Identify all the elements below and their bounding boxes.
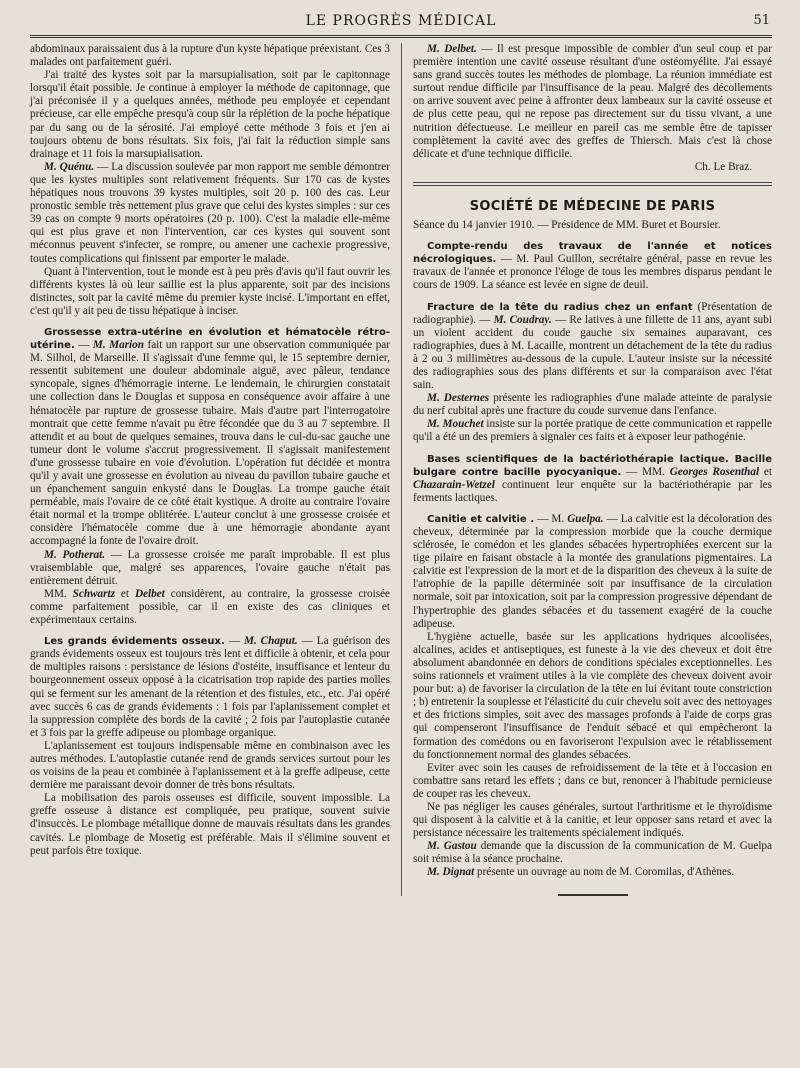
speech-text: — Re latives à une fillette de 11 ans, ayant subi un violent accident du coude gauche six semaines auparavant, ces radiographies, dues à M. Lacaille, montrent un détachement de la tête du radius à 2 ou 3 millimètres au-dessous de la cupule. L'auteur insiste sur la nécessité des radiographies sous des plans différents et sur la comparaison avec l'état sain. bbox=[413, 313, 772, 392]
paragraph bbox=[30, 161, 390, 266]
text-fragment: (Présentation de radiographie). — bbox=[413, 300, 773, 326]
end-rule bbox=[558, 894, 628, 896]
page-header bbox=[30, 10, 772, 32]
paragraph: Eviter avec soin les causes de refroidissement de la tête et à l'occasion en combattre sans retard les effets ; dans ce but, renoncer à l'habitude pernicieuse de couper ras les cheveux. bbox=[413, 761, 772, 800]
speaker-name: Delbet bbox=[134, 587, 165, 600]
paragraph bbox=[413, 301, 772, 393]
section-heading: Fracture de la tête du radius chez un enfant bbox=[427, 301, 693, 313]
section-rule bbox=[413, 182, 772, 183]
speaker-name: Chazarain-Wetzel bbox=[413, 478, 495, 491]
paragraph bbox=[413, 418, 772, 444]
speaker-name: M. Marion bbox=[92, 339, 144, 352]
paragraph bbox=[413, 240, 772, 292]
session-date: Séance du 14 janvier 1910. — Présidence de MM. Buret et Boursier. bbox=[413, 219, 721, 232]
speaker-name: M. Delbet. bbox=[427, 43, 477, 55]
text-fragment: MM. bbox=[44, 587, 73, 600]
paragraph: Grossesse extra-utérine en évolution et hématocèle rétro-utérine. — M. Marion fait un rapport sur une observation communiquée par M. Silhol, de Marseille. Il s'agissait d'une femme qui, le 15 septembre dernier, ressentit subitement une douleur abdominale aiguë, avec pâleur, tendance syncopale, signes d'hémorragie interne. Le lendemain, le chirurgien constatait une collection dans le Douglas et supposa en conséquence avoir affaire à une hématocèle par rupture de grossesse tubaire. Mais d'autre part l'interrogatoire montrait que cette femme n'avait pu être fécondée que du 3 au 7 septembre. Il attendit et au bout de quelques semaines, trouva dans le cul-du-sac gauche une tumeur dont le volume s'accrut progressivement. Il s'agissait manifestement d'une grossesse tubaire en voie d'évolution. L'opération fut décidée et montra qu'il y avait une grossesse en évolution au niveau du pavillon tubaire gauche et un épanchement sanguin enkysté dans le Douglas. La trompe gauche était perméable, mais l'ovaire de ce côté était kystique. A droite au contraire l'ovaire était normal et la trompe oblitérée. L'auteur conclut à une grossesse croisée et considère l'hématocèle comme due à une hémorragie abondante ayant accompagné la fonte de l'ovaire droit. bbox=[30, 326, 390, 548]
speaker-name: M. Dignat bbox=[427, 866, 475, 879]
speaker-name: M. Chaput. bbox=[243, 635, 298, 648]
section-heading: Compte-rendu des travaux de l'année et notices nécrologiques. bbox=[413, 241, 772, 266]
signature: Ch. Le Braz. bbox=[694, 160, 752, 173]
text-fragment: — M. bbox=[534, 512, 568, 525]
text-fragment: et bbox=[759, 465, 772, 478]
journal-title: LE PROGRÈS MÉDICAL bbox=[305, 13, 497, 29]
speech-text: — La calvitie est la décoloration des cheveux, déterminée par la compression morbide que la couche dermique sclérosée, le comédon et les glandes sébacées hypertrophiées exercent sur la tige pilaire en faisant obstacle à la montée des granulations pigmentaires. La calvitie est l'expression de la mort et de la disparition des cheveux à la suite de l'atrophie de la papille déterminée soit par insuffisance de la circulation normale, soit par intoxication, soit par la compression progressive dépendant de l'hypertrophie des glandes sébacées et du tassement exagéré de la couche adipeuse. bbox=[413, 512, 772, 630]
speech-text: — M. Paul Guillon, secrétaire général, passe en revue les travaux de l'année et prononce l'éloge de tous les membres disparus pendant le cours de 1909. La séance est levée en signe de deuil. bbox=[413, 253, 772, 292]
speaker-name: Georges Rosenthal bbox=[669, 465, 760, 478]
speech-text: insiste sur la portée pratique de cette communication et rappelle qu'il a été un des premiers à signaler ces faits et à exposer leur pathogénie. bbox=[413, 418, 773, 444]
speaker-name: Guelpa. bbox=[567, 512, 604, 525]
paragraph bbox=[30, 549, 390, 588]
paragraph: La mobilisation des parois osseuses est difficile, souvent impossible. La greffe osseuse à distance est compliquée, peu pratique, souvent suivie d'insuccès. Le plombage métallique donne de mauvais résultats dans les grandes cavités. Le plombage de Mosetig est préférable. Mais il s'élimine souvent et peut parfois être toxique. bbox=[30, 792, 390, 857]
paragraph: L'hygiène actuelle, basée sur les applications hydriques alcoolisées, alcalines, acides et antiseptiques, est funeste à la vie des cheveux et doit être absolument abandonnée en dehors de conditions spéciales exceptionnelles. Les soins rationnels et vraiment utiles à la vie complète des cheveux doivent avoir pour but: a) de favoriser la circulation de la tête en lui évitant toute constriction ; b) entretenir la souplesse et l'élasticité du cuir chevelu soit avec des nettoyages et des frictions simples, soit avec des massages profonds à l'aide de corps gras qui compenseront l'insuffisance de l'enduit sébacé et qui empêcheront la formation des comédons ou en favoriseront l'expulsion avec le rétablissement du fonctionnement normal des glandes sébacées. bbox=[413, 630, 772, 761]
paragraph bbox=[30, 588, 390, 627]
speaker-name: Schwartz bbox=[72, 587, 115, 600]
paragraph: L'aplanissement est toujours indispensable même en combinaison avec les autres méthodes. L'autoplastie cutanée rend de grands services surtout pour les os voisins de la peau et combinée à l'aplanissement et à la greffe adipeuse, cette dernière me paraissant devoir donner de très bons résultats. bbox=[30, 739, 390, 792]
text-fragment: et bbox=[114, 587, 135, 600]
speech-text: — Il est presque impossible de combler d'un seul coup et par première intention une cavité osseuse résultant d'une ostéomyélite. J'ai essayé sans grand succès toutes les méthodes de plombage. La réunion immédiate est surtout rendue difficile par l'insuffisance de la peau. Malgré des décollements on arrive souvent avec peine à affronter deux lambeaux sur la cavité osseuse et de plus cette peau, qui ne repose pas directement sur du tissu vivant, a une nutrition défectueuse. Le meilleur en pareil cas me semble être de tapisser complètement la cavité avec des greffes de Thiersch. Mais c'est là chose délicate et d'une technique difficile. bbox=[413, 43, 772, 160]
two-columns bbox=[30, 43, 772, 896]
paragraph: Quant à l'intervention, tout le monde est à peu près d'avis qu'il faut ouvrir les différents kystes là où leur saillie est la plus apparente, soit par des incisions distinctes, soit par la cavité même du premier kyste incisé. L'important en effet, c'est qu'il y ait peu de tissu hépatique à inciser. bbox=[30, 265, 390, 317]
header-rule bbox=[30, 35, 772, 38]
paragraph: J'ai traité des kystes soit par la marsupialisation, soit par le capitonnage lorsqu'il était possible. Je continue à employer la méthode de capitonnage, que j'ai préconisée il y a quelques années, méthode peu employée et cependant précieuse, car elle empêche presqu'à coup sûr la réplétion de la poche hépatique par du sang ou de la sérosité. J'ai employé cette méthode 3 fois et j'en ai toujours obtenu de bons résultats. Six fois, j'ai fait la réduction simple sans drainage et 11 fois la marsupialisation. bbox=[30, 69, 390, 160]
speech-text: demande que la discussion de la communication de M. Guelpa soit rémise à la séance prochaine. bbox=[413, 840, 772, 866]
right-column bbox=[402, 43, 772, 896]
speech-text: continuent leur enquête sur la bactériothérapie par les ferments lactiques. bbox=[413, 478, 772, 504]
paragraph bbox=[413, 453, 772, 505]
section-heading: Les grands évidements osseux. bbox=[44, 636, 225, 648]
paragraph: abdominaux paraissaient dus à la rupture d'un kyste hépatique préexistant. Ces 3 malades ont parfaitement guéri. bbox=[30, 43, 390, 69]
section-heading: Grossesse extra-utérine en évolution et hématocèle rétro-utérine. bbox=[30, 326, 390, 352]
speaker-name: M. Desternes bbox=[427, 392, 490, 405]
speech-text: fait un rapport sur une observation communiquée par M. Silhol, de Marseille. Il s'agissait d'une femme qui, le 15 septembre dernier, ressentit subitement une douleur abdominale aiguë, avec pâleur, tendance syncopale, signes d'hémorragie interne. Le lendemain, le chirurgien constatait une collection dans le Douglas et supposa en conséquence avoir affaire à une hématocèle par rupture de grossesse tubaire. Mais d'autre part l'interrogatoire montrait que cette femme n'avait pu être fécondée que du 3 au 7 septembre. Il attendit et au bout de quelques semaines, trouva dans le cul-du-sac gauche une tumeur dont le volume s'accrut progressivement. Il s'agissait manifestement d'une grossesse tubaire en voie d'évolution. L'opération fut décidée et montra qu'il y avait une grossesse en évolution au niveau du pavillon tubaire gauche et un épanchement sanguin enkysté dans le Douglas. La trompe gauche était perméable, mais l'ovaire de ce côté était kystique. A droite au contraire l'ovaire était normal et la trompe oblitérée. L'auteur conclut à une grossesse croisée et considère l'hématocèle comme due à une hémorragie abondante ayant accompagné la fonte de l'ovaire droit. bbox=[30, 339, 390, 548]
section-heading: Canitie et calvitie . bbox=[427, 513, 535, 525]
speech-text: présente un ouvrage au nom de M. Coromilas, d'Athènes. bbox=[474, 866, 735, 879]
paragraph bbox=[413, 43, 772, 161]
paragraph bbox=[413, 392, 772, 418]
speaker-name: M. Potherat. bbox=[44, 548, 106, 561]
section-rule bbox=[413, 185, 772, 186]
speech-text: — La guérison des grands évidements osseux est toujours très lent et difficile à obtenir, et cela pour de multiples raisons : persistance de lésions d'ostéite, insuffisance et lenteur du bourgeonnement osseux opposé à la cicatrisation trop rapide des parties molles qui se ferment sur les amenant de la rétention et des fistules, etc., etc. J'ai opéré avec succès 6 cas de grands évidements : 1 fois par l'aplanissement complet et la suppression complète des bords de la cavité ; 2 fois par l'autoplastie cutanée et 3 fois par la greffe adipeuse ou plombage organique. bbox=[30, 635, 390, 739]
paragraph: Ne pas négliger les causes générales, surtout l'arthritisme et le thyroïdisme qui disposent à la calvitie et à la canitie, et leur opposer sans retard et avec la persistance nécessaire les traitements spécialement indiqués. bbox=[413, 800, 772, 840]
speech-text: — La discussion soulevée par mon rapport me semble démontrer que les kystes multiples sont relativement fréquents. Sur 170 cas de kystes hépatiques nous trouvons 39 kystes multiples, soit 20 p. 100 des cas. Leur pronostic semble très nettement plus grave que celui des kystes simples : sur ces 39 cas on compte 9 morts opératoires (20 p. 100). C'est la maladie elle-même qui est plus grave et non l'intervention, car ces kystes qui souvent sont méconnus peuvent s'infecter, se rompre, ou amener une cachexie progressive, toutes complications qui finissent par emporter le malade. bbox=[30, 160, 390, 265]
speech-text: — La grossesse croisée me paraît improbable. Il est plus vraisemblable que, malgré ses apparences, l'ovaire gauche n'était pas entièrement détruit. bbox=[30, 548, 390, 587]
paragraph bbox=[413, 866, 772, 879]
left-column bbox=[30, 43, 401, 896]
page-number: 51 bbox=[753, 13, 770, 28]
speech-text: considèrent, au contraire, la grossesse croisée comme parfaitement possible, car il en existe des cas cliniques et expérimentaux certains. bbox=[30, 587, 390, 627]
speech-text: présente les radiographies d'une malade atteinte de paralysie du nerf cubital après une fracture du coude survenue dans l'enfance. bbox=[413, 392, 772, 418]
paragraph: Les grands évidements osseux. — M. Chaput. — La guérison des grands évidements osseux est toujours très lent et difficile à obtenir, et cela pour de multiples raisons : persistance de lésions d'ostéite, insuffisance et lenteur du bourgeonnement osseux opposé à la cicatrisation trop rapide des parties molles qui se ferment sur les amenant de la rétention et des fistules, etc., etc. J'ai opéré avec succès 6 cas de grands évidements : 1 fois par l'aplanissement complet et la suppression complète des bords de la cavité ; 2 fois par l'autoplastie cutanée et 3 fois par la greffe adipeuse ou plombage organique. bbox=[30, 635, 390, 739]
speaker-name: M. Quénu. bbox=[44, 160, 95, 173]
section-heading: Bases scientifiques de la bactériothérapie lactique. Bacille bulgare contre bacille pyocyanique. bbox=[413, 453, 772, 478]
paragraph bbox=[413, 840, 772, 866]
speaker-name: M. Coudray. bbox=[493, 313, 552, 326]
paragraph bbox=[413, 513, 772, 631]
text-fragment: — MM. bbox=[621, 465, 670, 478]
society-title: SOCIÉTÉ DE MÉDECINE DE PARIS bbox=[469, 198, 716, 214]
speaker-name: M. Gastou bbox=[427, 840, 477, 853]
speaker-name: M. Mouchet bbox=[427, 418, 484, 431]
